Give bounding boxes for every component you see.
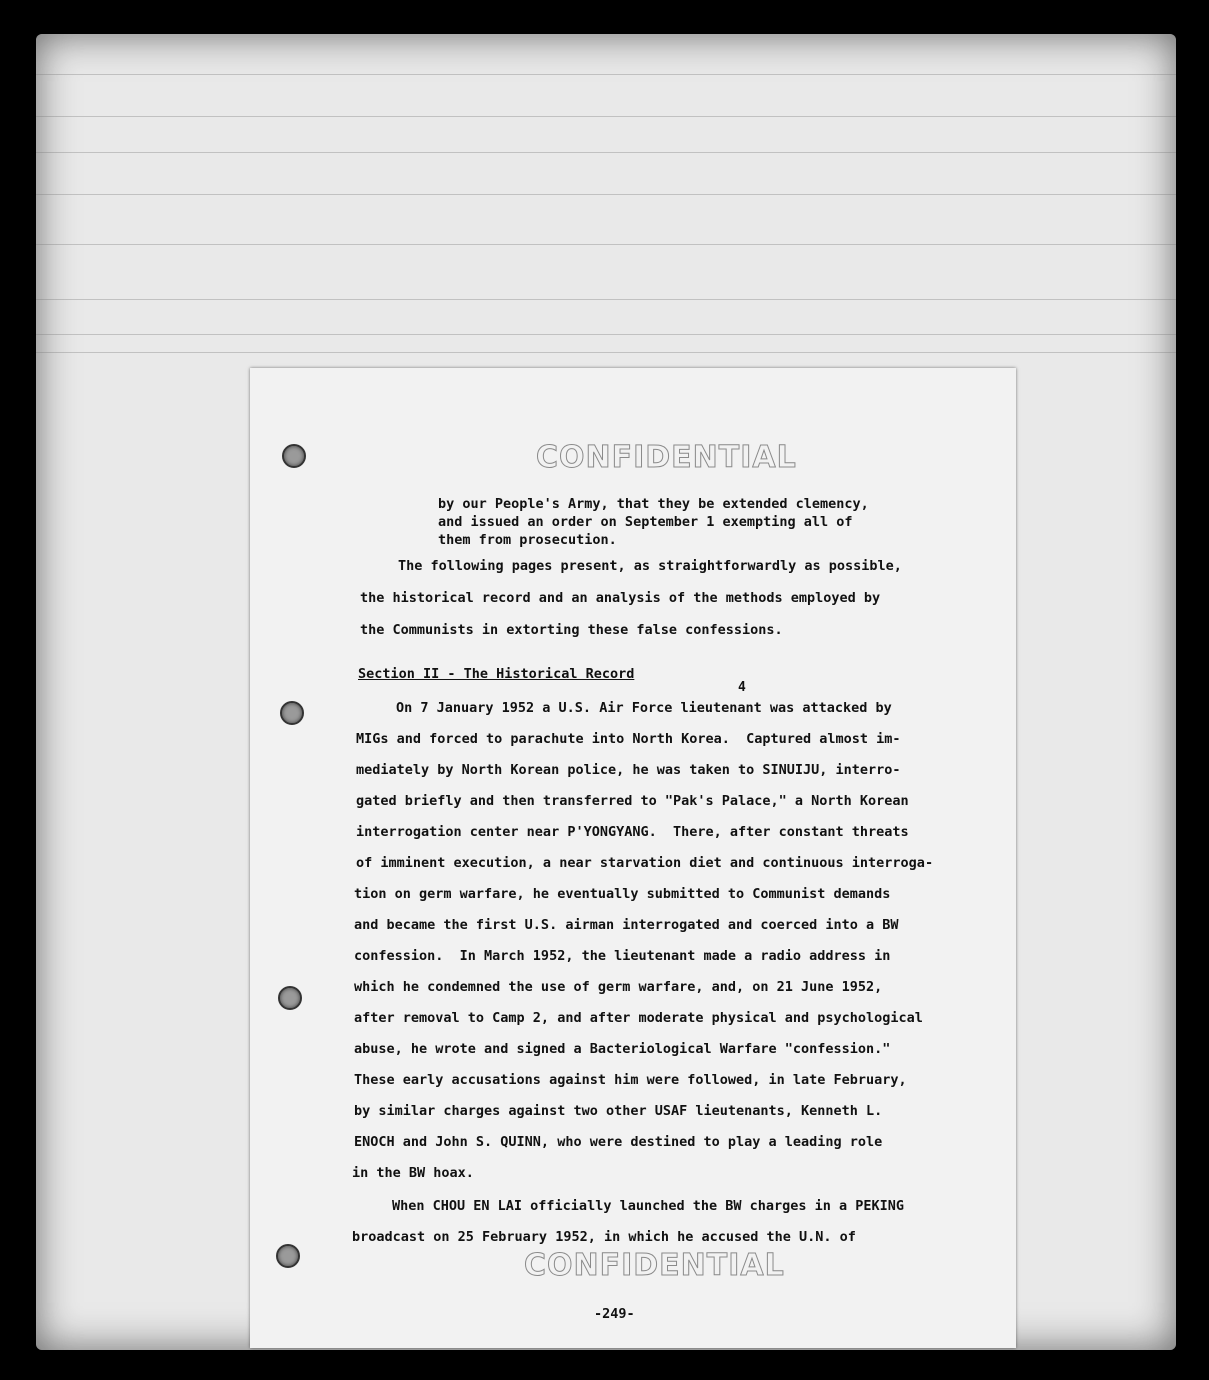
body-line: after removal to Camp 2, and after moderate physical and psychological: [354, 1010, 923, 1026]
body-line: These early accusations against him were followed, in late February,: [354, 1072, 907, 1088]
body-line: confession. In March 1952, the lieutenant made a radio address in: [354, 948, 891, 964]
document-page: [250, 368, 1016, 1348]
punch-hole-1: [282, 444, 306, 468]
final-line: broadcast on 25 February 1952, in which he accused the U.N. of: [352, 1229, 856, 1245]
intro-line: the Communists in extorting these false confessions.: [360, 622, 783, 638]
confidential-stamp-bottom: CONFIDENTIAL: [524, 1248, 785, 1283]
punch-hole-4: [276, 1244, 300, 1268]
body-line: interrogation center near P'YONGYANG. There, after constant threats: [356, 824, 909, 840]
body-line: of imminent execution, a near starvation diet and continuous interroga-: [356, 855, 934, 871]
punch-hole-2: [280, 701, 304, 725]
quote-line: them from prosecution.: [438, 532, 617, 548]
body-line: mediately by North Korean police, he was taken to SINUIJU, interro-: [356, 762, 901, 778]
punch-hole-3: [278, 986, 302, 1010]
section-heading: Section II - The Historical Record: [358, 666, 635, 682]
page-number: -249-: [594, 1306, 635, 1322]
intro-line: the historical record and an analysis of the methods employed by: [360, 590, 881, 606]
body-line: abuse, he wrote and signed a Bacteriological Warfare "confession.": [354, 1041, 891, 1057]
quote-line: by our People's Army, that they be extended clemency,: [438, 496, 869, 512]
body-line: ENOCH and John S. QUINN, who were destined to play a leading role: [354, 1134, 883, 1150]
film-frame: [36, 34, 1176, 1350]
final-line: When CHOU EN LAI officially launched the BW charges in a PEKING: [392, 1198, 905, 1214]
confidential-stamp-top: CONFIDENTIAL: [536, 440, 797, 475]
body-line: MIGs and forced to parachute into North Korea. Captured almost im-: [356, 731, 901, 747]
body-line: gated briefly and then transferred to "Pak's Palace," a North Korean: [356, 793, 909, 809]
footnote-marker: 4: [738, 680, 746, 695]
body-line: which he condemned the use of germ warfare, and, on 21 June 1952,: [354, 979, 883, 995]
body-line: and became the first U.S. airman interrogated and coerced into a BW: [354, 917, 899, 933]
quote-line: and issued an order on September 1 exempting all of: [438, 514, 853, 530]
body-line: in the BW hoax.: [352, 1165, 474, 1181]
body-line: by similar charges against two other USAF lieutenants, Kenneth L.: [354, 1103, 883, 1119]
body-line: tion on germ warfare, he eventually submitted to Communist demands: [354, 886, 891, 902]
body-line: On 7 January 1952 a U.S. Air Force lieutenant was attacked by: [396, 700, 892, 716]
intro-line: The following pages present, as straightforwardly as possible,: [398, 558, 902, 574]
